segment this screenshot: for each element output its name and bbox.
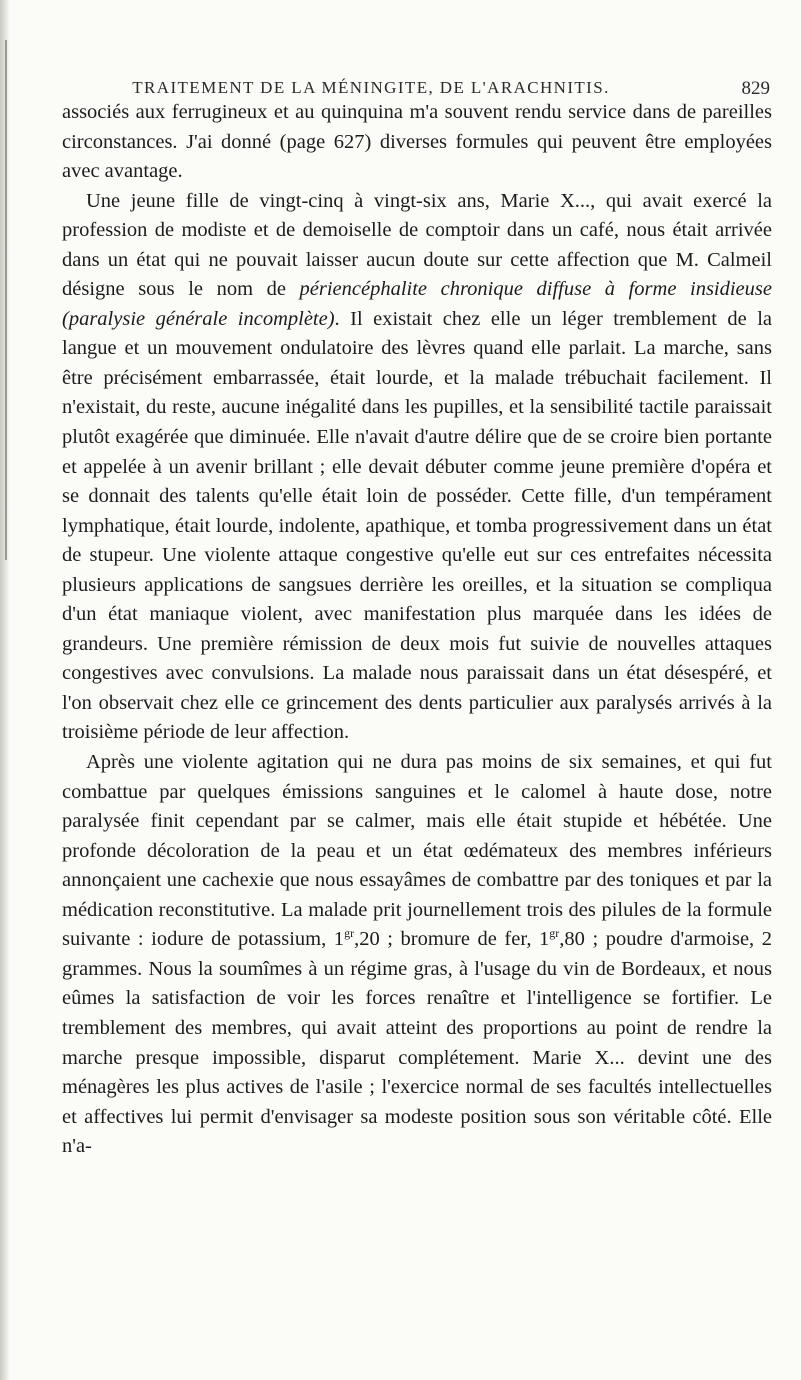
paragraph-1-text: associés aux ferrugineux et au quinquina m'a souvent rendu service dans de pareilles circonstances. J'ai donné (page 627) diverses formules qui peuvent être employées avec avantage. <box>62 101 772 183</box>
unit-superscript-2: gr <box>549 926 560 941</box>
spine-line <box>5 40 7 560</box>
paragraph-1 <box>62 98 772 187</box>
paragraph-3-text-b: ,20 ; bromure de fer, 1 <box>354 928 550 951</box>
paragraph-2 <box>62 187 772 748</box>
paragraph-3 <box>62 748 772 1162</box>
disease-name-italic: périencéphalite chronique diffuse à forme insidieuse (paralysie générale incomplète) <box>62 278 772 330</box>
body-text <box>62 98 772 1162</box>
running-title: TRAITEMENT DE LA MÉNINGITE, DE L'ARACHNITIS. <box>132 78 610 97</box>
unit-superscript-1: gr <box>344 926 355 941</box>
paragraph-3-text-c: ,80 ; poudre d'armoise, 2 grammes. Nous la soumîmes à un régime gras, à l'usage du vin de Bordeaux, et nous eûmes la satisfaction de voir les forces renaître et l'intelligence se fortifier. Le tremblement des membres, qui avait atteint des proportions au point de rendre la marche presque impossible, disparut complétement. Marie X... devint une des ménagères les plus actives de l'asile ; l'exercice normal de ses facultés intellectuelles et affectives lui permit d'envisager sa modeste position sous son véritable côté. Elle n'a- <box>62 928 772 1158</box>
paragraph-3-text-a: Après une violente agitation qui ne dura pas moins de six semaines, et qui fut combattue par quelques émissions sanguines et le calomel à haute dose, notre paralysée finit cependant par se calmer, mais elle était stupide et hébétée. Une profonde décoloration de la peau et un état œdémateux des membres inférieurs annonçaient une cachexie que nous essayâmes de combattre par des toniques et par la médication reconstitutive. La malade prit journellement trois des pilules de la formule suivante : iodure de potassium, 1 <box>62 751 772 951</box>
paragraph-2-text-b: . Il existait chez elle un léger tremblement de la langue et un mouvement ondulatoire des lèvres quand elle parlait. La marche, sans être précisément embarrassée, était lourde, et la malade trébuchait facilement. Il n'existait, du reste, aucune inégalité dans les pupilles, et la sensibilité tactile paraissait plutôt exagérée que diminuée. Elle n'avait d'autre délire que de se croire bien portante et appelée à un avenir brillant ; elle devait débuter comme jeune première d'opéra et se donnait des talents qu'elle était loin de posséder. Cette fille, d'un tempérament lymphatique, était lourde, indolente, apathique, et tomba progressivement dans un état de stupeur. Une violente attaque congestive qu'elle eut sur ces entrefaites nécessita plusieurs applications de sangsues derrière les oreilles, et la situation se compliqua d'un état maniaque violent, avec manifestation plus marquée dans les idées de grandeurs. Une première rémission de deux mois fut suivie de nouvelles attaques congestives avec convulsions. La malade nous paraissait dans un état désespéré, et l'on observait chez elle ce grincement des dents particulier aux paralysés arrivés à la troisième période de leur affection. <box>62 307 772 744</box>
paragraph-2-text-a: Une jeune fille de vingt-cinq à vingt-six ans, Marie X..., qui avait exercé la profession de modiste et de demoiselle de comptoir dans un café, nous était arrivée dans un état qui ne pouvait laisser aucun doute sur cette affection que M. Calmeil désigne sous le nom de <box>62 189 772 301</box>
page-number: 829 <box>741 78 770 99</box>
